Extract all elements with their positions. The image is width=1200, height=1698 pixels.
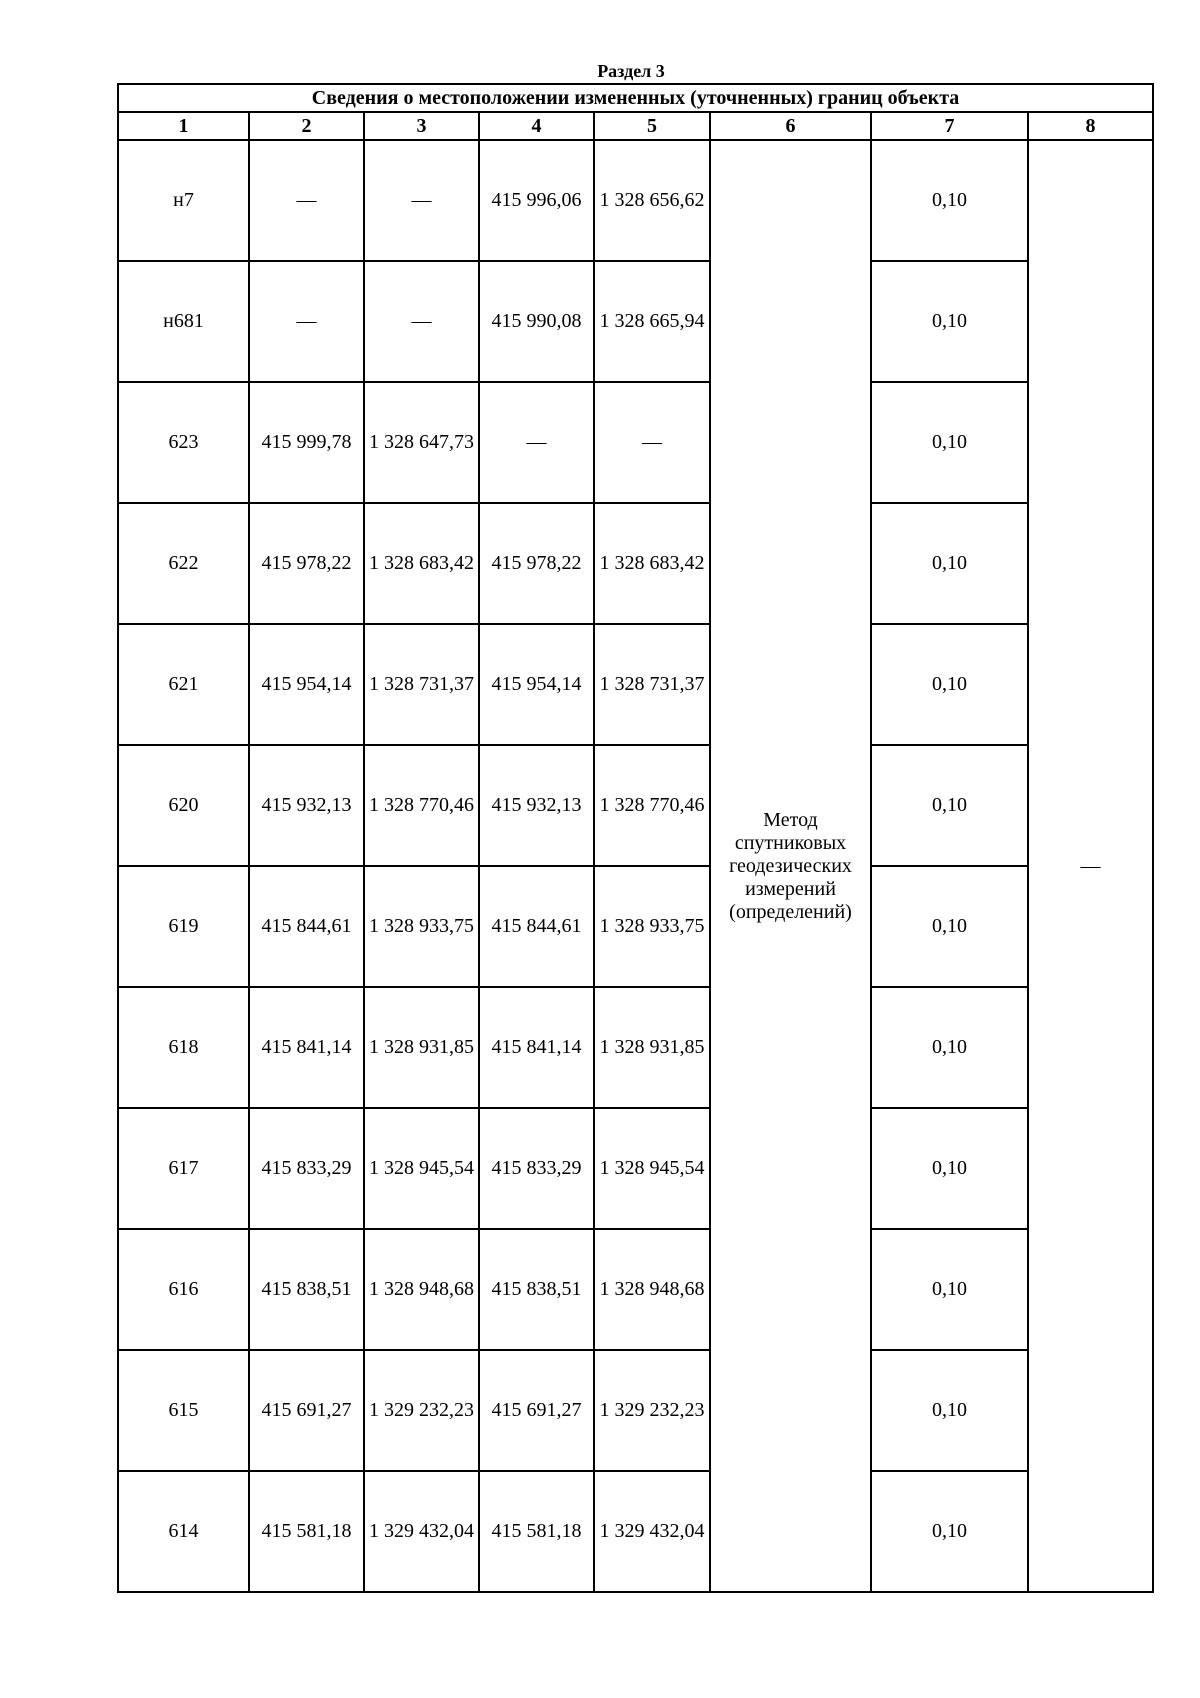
method-line: спутниковых	[734, 831, 847, 854]
y-new-cell: 1 329 432,04	[594, 1471, 710, 1592]
y-new-cell: 1 328 665,94	[594, 261, 710, 382]
table-row	[118, 1350, 1153, 1471]
x-new-cell: 415 932,13	[479, 745, 594, 866]
y-old-cell: 1 328 931,85	[364, 987, 479, 1108]
x-old-cell: 415 841,14	[249, 987, 364, 1108]
x-old-cell: 415 691,27	[249, 1350, 364, 1471]
table-row	[118, 382, 1153, 503]
x-old-cell: 415 833,29	[249, 1108, 364, 1229]
point-number: 623	[118, 382, 249, 503]
x-old-cell: —	[249, 261, 364, 382]
point-number: 619	[118, 866, 249, 987]
y-new-cell: —	[594, 382, 710, 503]
accuracy-cell: 0,10	[871, 503, 1028, 624]
point-number: 614	[118, 1471, 249, 1592]
x-new-cell: 415 954,14	[479, 624, 594, 745]
x-new-cell: 415 978,22	[479, 503, 594, 624]
y-new-cell: 1 328 731,37	[594, 624, 710, 745]
method-line: Метод	[763, 808, 818, 831]
y-old-cell: 1 328 731,37	[364, 624, 479, 745]
x-new-cell: 415 838,51	[479, 1229, 594, 1350]
y-old-cell: —	[364, 261, 479, 382]
table-row	[118, 261, 1153, 382]
x-new-cell: 415 841,14	[479, 987, 594, 1108]
column-number-1: 1	[118, 112, 249, 140]
accuracy-cell: 0,10	[871, 1108, 1028, 1229]
x-new-cell: 415 691,27	[479, 1350, 594, 1471]
y-old-cell: 1 329 432,04	[364, 1471, 479, 1592]
x-new-cell: 415 996,06	[479, 140, 594, 261]
method-line: (определений)	[729, 900, 852, 923]
point-number: 622	[118, 503, 249, 624]
y-new-cell: 1 328 683,42	[594, 503, 710, 624]
y-old-cell: 1 328 948,68	[364, 1229, 479, 1350]
point-number: 615	[118, 1350, 249, 1471]
point-number: 620	[118, 745, 249, 866]
accuracy-cell: 0,10	[871, 261, 1028, 382]
accuracy-cell: 0,10	[871, 1350, 1028, 1471]
table-row	[118, 624, 1153, 745]
y-new-cell: 1 328 945,54	[594, 1108, 710, 1229]
y-old-cell: 1 328 683,42	[364, 503, 479, 624]
x-old-cell: 415 844,61	[249, 866, 364, 987]
accuracy-cell: 0,10	[871, 140, 1028, 261]
column-number-2: 2	[249, 112, 364, 140]
x-new-cell: 415 581,18	[479, 1471, 594, 1592]
column-number-3: 3	[364, 112, 479, 140]
table-caption: Сведения о местоположении измененных (уточненных) границ объекта	[118, 84, 1153, 112]
y-old-cell: 1 328 647,73	[364, 382, 479, 503]
accuracy-cell: 0,10	[871, 382, 1028, 503]
section-title: Раздел 3	[597, 61, 665, 81]
point-number: н681	[118, 261, 249, 382]
accuracy-cell: 0,10	[871, 866, 1028, 987]
column-number-8: 8	[1028, 112, 1153, 140]
point-number: н7	[118, 140, 249, 261]
accuracy-cell: 0,10	[871, 1229, 1028, 1350]
x-new-cell: 415 990,08	[479, 261, 594, 382]
x-old-cell: 415 581,18	[249, 1471, 364, 1592]
point-number: 618	[118, 987, 249, 1108]
y-new-cell: 1 328 933,75	[594, 866, 710, 987]
column-number-4: 4	[479, 112, 594, 140]
table-row	[118, 1229, 1153, 1350]
x-old-cell: 415 999,78	[249, 382, 364, 503]
table-row	[118, 140, 1153, 261]
column-number-5: 5	[594, 112, 710, 140]
x-old-cell: 415 978,22	[249, 503, 364, 624]
y-old-cell: 1 328 945,54	[364, 1108, 479, 1229]
boundaries-table	[117, 83, 1154, 1593]
y-new-cell: 1 328 948,68	[594, 1229, 710, 1350]
column-number-7: 7	[871, 112, 1028, 140]
method-line: измерений	[745, 877, 836, 900]
x-old-cell: —	[249, 140, 364, 261]
method-cell	[710, 140, 871, 1592]
accuracy-cell: 0,10	[871, 745, 1028, 866]
y-new-cell: 1 328 931,85	[594, 987, 710, 1108]
y-old-cell: 1 328 933,75	[364, 866, 479, 987]
x-old-cell: 415 954,14	[249, 624, 364, 745]
x-old-cell: 415 838,51	[249, 1229, 364, 1350]
table-row	[118, 745, 1153, 866]
table-row	[118, 1108, 1153, 1229]
x-new-cell: 415 833,29	[479, 1108, 594, 1229]
table-row	[118, 503, 1153, 624]
point-number: 621	[118, 624, 249, 745]
method-line: геодезических	[729, 854, 852, 877]
y-new-cell: 1 328 656,62	[594, 140, 710, 261]
accuracy-cell: 0,10	[871, 1471, 1028, 1592]
x-new-cell: —	[479, 382, 594, 503]
y-old-cell: —	[364, 140, 479, 261]
y-old-cell: 1 329 232,23	[364, 1350, 479, 1471]
accuracy-cell: 0,10	[871, 624, 1028, 745]
col8-cell: —	[1028, 140, 1153, 1592]
x-new-cell: 415 844,61	[479, 866, 594, 987]
y-new-cell: 1 329 232,23	[594, 1350, 710, 1471]
x-old-cell: 415 932,13	[249, 745, 364, 866]
accuracy-cell: 0,10	[871, 987, 1028, 1108]
column-number-6: 6	[710, 112, 871, 140]
y-old-cell: 1 328 770,46	[364, 745, 479, 866]
table-row	[118, 987, 1153, 1108]
table-row	[118, 866, 1153, 987]
table-row	[118, 1471, 1153, 1592]
point-number: 617	[118, 1108, 249, 1229]
point-number: 616	[118, 1229, 249, 1350]
y-new-cell: 1 328 770,46	[594, 745, 710, 866]
